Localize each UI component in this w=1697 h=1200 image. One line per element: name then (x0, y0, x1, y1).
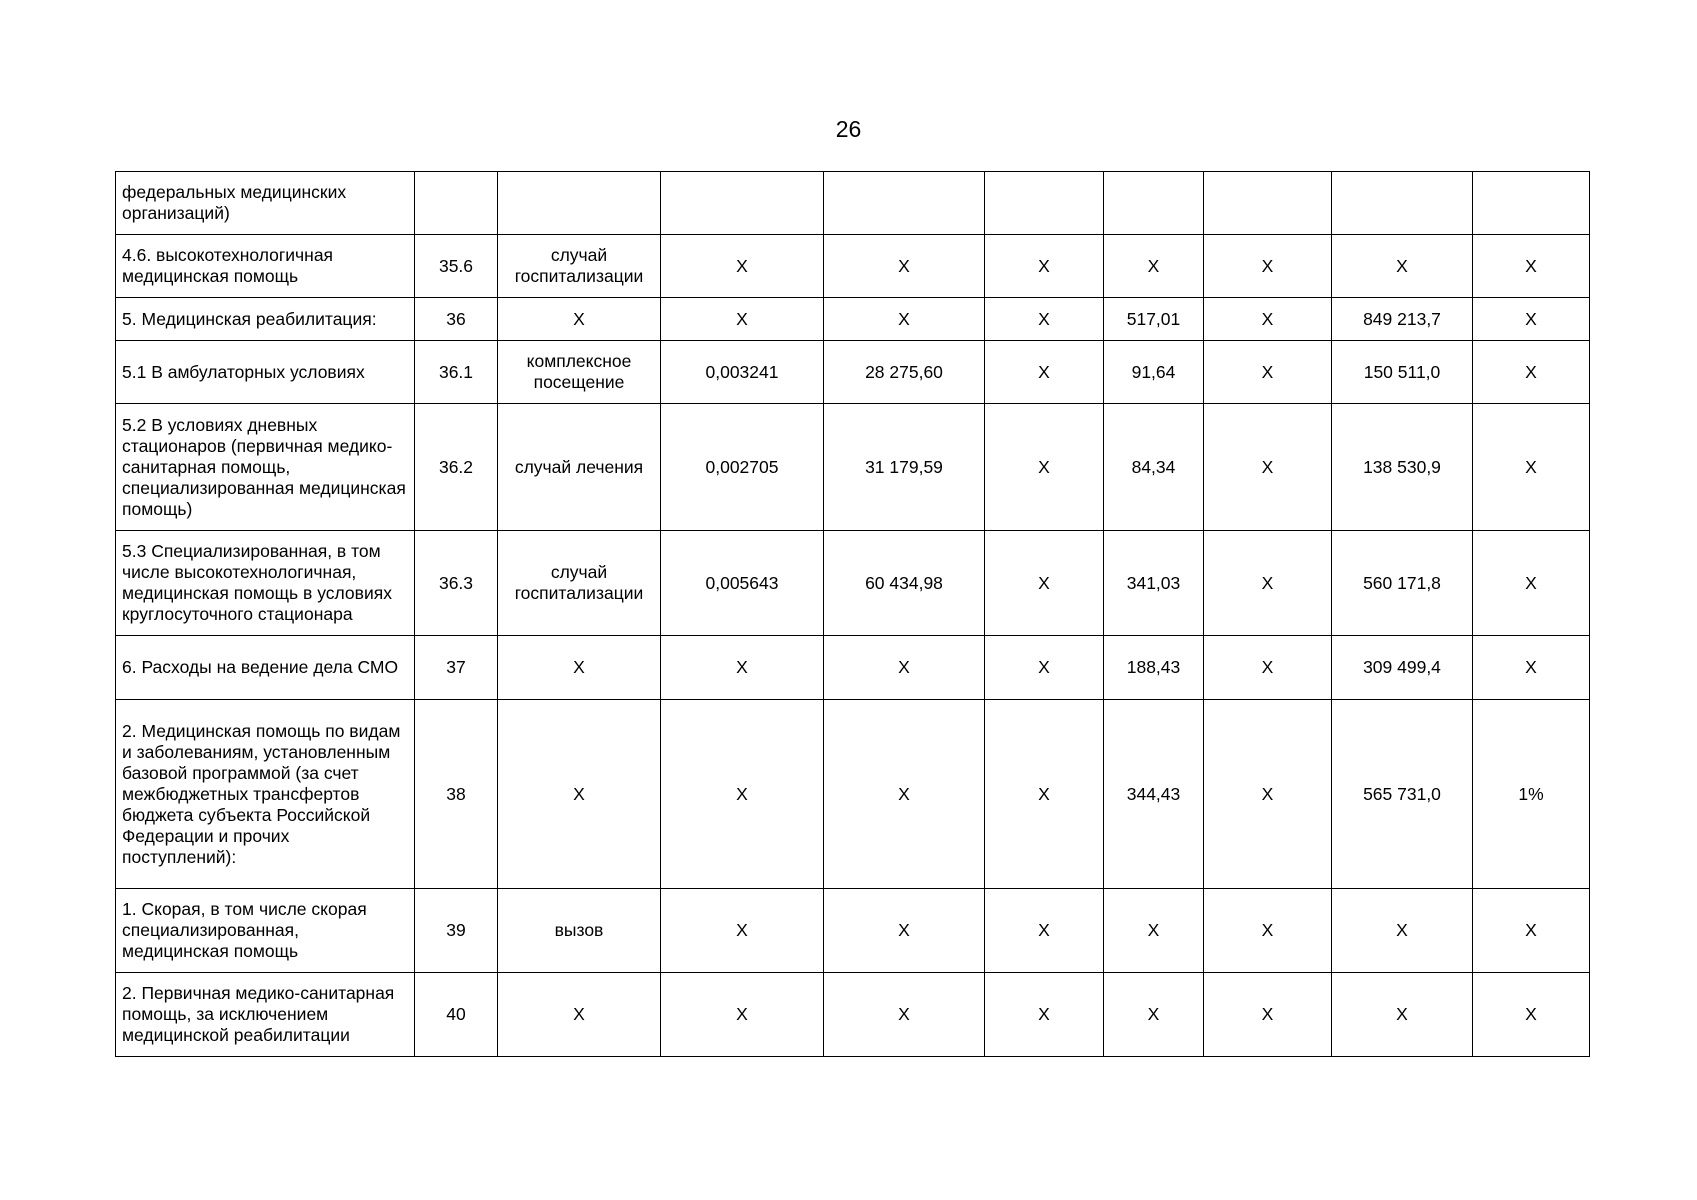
table-row (116, 404, 1590, 531)
col-1-cell: 0,005643 (661, 531, 824, 636)
col-5-cell: X (1204, 636, 1332, 700)
col-4-cell: 84,34 (1104, 404, 1204, 531)
col-6-cell: 150 511,0 (1332, 341, 1473, 404)
row-name-cell: 2. Первичная медико-санитарная помощь, за исключением медицинской реабилитации (116, 973, 415, 1057)
unit-of-measure-cell (498, 172, 661, 235)
unit-of-measure-cell: вызов (498, 889, 661, 973)
col-6-cell: X (1332, 973, 1473, 1057)
col-5-cell: X (1204, 973, 1332, 1057)
col-2-cell: X (824, 636, 985, 700)
col-4-cell: 341,03 (1104, 531, 1204, 636)
table-row (116, 235, 1590, 298)
row-name-cell: 2. Медицинская помощь по видам и заболеваниям, установленным базовой программой (за счет межбюджетных трансфертов бюджета субъекта Российской Федерации и прочих поступлений): (116, 700, 415, 889)
line-number-cell: 35.6 (415, 235, 498, 298)
col-4-cell: 91,64 (1104, 341, 1204, 404)
unit-of-measure-cell: X (498, 973, 661, 1057)
col-6-cell (1332, 172, 1473, 235)
col-5-cell: X (1204, 531, 1332, 636)
col-7-cell: X (1473, 973, 1590, 1057)
col-7-cell (1473, 172, 1590, 235)
col-1-cell: X (661, 636, 824, 700)
table-body (116, 172, 1590, 1057)
row-name-cell: 6. Расходы на ведение дела СМО (116, 636, 415, 700)
line-number-cell: 40 (415, 973, 498, 1057)
row-name-cell: 5.3 Специализированная, в том числе высокотехнологичная, медицинская помощь в условиях круглосуточного стационара (116, 531, 415, 636)
table-row (116, 341, 1590, 404)
col-1-cell: X (661, 298, 824, 341)
col-2-cell: 31 179,59 (824, 404, 985, 531)
col-7-cell: X (1473, 636, 1590, 700)
row-name-cell: 5.1 В амбулаторных условиях (116, 341, 415, 404)
table-row (116, 636, 1590, 700)
col-2-cell (824, 172, 985, 235)
col-2-cell: X (824, 235, 985, 298)
col-4-cell: 188,43 (1104, 636, 1204, 700)
col-3-cell: X (985, 298, 1104, 341)
col-7-cell: 1% (1473, 700, 1590, 889)
line-number-cell: 37 (415, 636, 498, 700)
col-3-cell: X (985, 341, 1104, 404)
table-row (116, 973, 1590, 1057)
col-5-cell (1204, 172, 1332, 235)
row-name-cell: 5.2 В условиях дневных стационаров (первичная медико-санитарная помощь, специализированная медицинская помощь) (116, 404, 415, 531)
col-3-cell: X (985, 235, 1104, 298)
col-1-cell: X (661, 889, 824, 973)
col-7-cell: X (1473, 531, 1590, 636)
table-row (116, 172, 1590, 235)
row-name-cell: 5. Медицинская реабилитация: (116, 298, 415, 341)
col-1-cell: X (661, 700, 824, 889)
col-2-cell: X (824, 973, 985, 1057)
col-5-cell: X (1204, 341, 1332, 404)
col-2-cell: X (824, 298, 985, 341)
line-number-cell: 39 (415, 889, 498, 973)
col-6-cell: X (1332, 889, 1473, 973)
col-1-cell: 0,003241 (661, 341, 824, 404)
table-row (116, 298, 1590, 341)
unit-of-measure-cell: комплексное посещение (498, 341, 661, 404)
row-name-cell: 4.6. высокотехнологичная медицинская помощь (116, 235, 415, 298)
line-number-cell: 36.3 (415, 531, 498, 636)
col-2-cell: 28 275,60 (824, 341, 985, 404)
col-7-cell: X (1473, 404, 1590, 531)
unit-of-measure-cell: случай лечения (498, 404, 661, 531)
col-2-cell: X (824, 889, 985, 973)
col-3-cell: X (985, 404, 1104, 531)
col-2-cell: X (824, 700, 985, 889)
col-1-cell: X (661, 235, 824, 298)
col-5-cell: X (1204, 889, 1332, 973)
page-number: 26 (835, 116, 862, 142)
unit-of-measure-cell: случай госпитализации (498, 235, 661, 298)
program-table (115, 171, 1590, 1057)
line-number-cell: 36.1 (415, 341, 498, 404)
col-5-cell: X (1204, 700, 1332, 889)
col-5-cell: X (1204, 235, 1332, 298)
col-6-cell: 560 171,8 (1332, 531, 1473, 636)
col-4-cell (1104, 172, 1204, 235)
col-2-cell: 60 434,98 (824, 531, 985, 636)
col-1-cell: 0,002705 (661, 404, 824, 531)
col-6-cell: 138 530,9 (1332, 404, 1473, 531)
col-3-cell: X (985, 636, 1104, 700)
table-row (116, 700, 1590, 889)
col-6-cell: 565 731,0 (1332, 700, 1473, 889)
line-number-cell: 36.2 (415, 404, 498, 531)
col-6-cell: 309 499,4 (1332, 636, 1473, 700)
col-6-cell: X (1332, 235, 1473, 298)
unit-of-measure-cell: X (498, 700, 661, 889)
col-7-cell: X (1473, 889, 1590, 973)
table-row (116, 889, 1590, 973)
col-4-cell: 517,01 (1104, 298, 1204, 341)
col-7-cell: X (1473, 341, 1590, 404)
col-1-cell (661, 172, 824, 235)
col-3-cell: X (985, 700, 1104, 889)
col-4-cell: X (1104, 889, 1204, 973)
line-number-cell (415, 172, 498, 235)
col-3-cell: X (985, 973, 1104, 1057)
line-number-cell: 38 (415, 700, 498, 889)
row-name-cell: 1. Скорая, в том числе скорая специализированная, медицинская помощь (116, 889, 415, 973)
unit-of-measure-cell: случай госпитализации (498, 531, 661, 636)
col-7-cell: X (1473, 235, 1590, 298)
col-5-cell: X (1204, 404, 1332, 531)
line-number-cell: 36 (415, 298, 498, 341)
col-4-cell: X (1104, 235, 1204, 298)
table-row (116, 531, 1590, 636)
col-3-cell: X (985, 531, 1104, 636)
col-3-cell (985, 172, 1104, 235)
col-4-cell: 344,43 (1104, 700, 1204, 889)
unit-of-measure-cell: X (498, 298, 661, 341)
unit-of-measure-cell: X (498, 636, 661, 700)
col-7-cell: X (1473, 298, 1590, 341)
col-5-cell: X (1204, 298, 1332, 341)
col-6-cell: 849 213,7 (1332, 298, 1473, 341)
row-name-cell: федеральных медицинских организаций) (116, 172, 415, 235)
col-3-cell: X (985, 889, 1104, 973)
col-4-cell: X (1104, 973, 1204, 1057)
col-1-cell: X (661, 973, 824, 1057)
